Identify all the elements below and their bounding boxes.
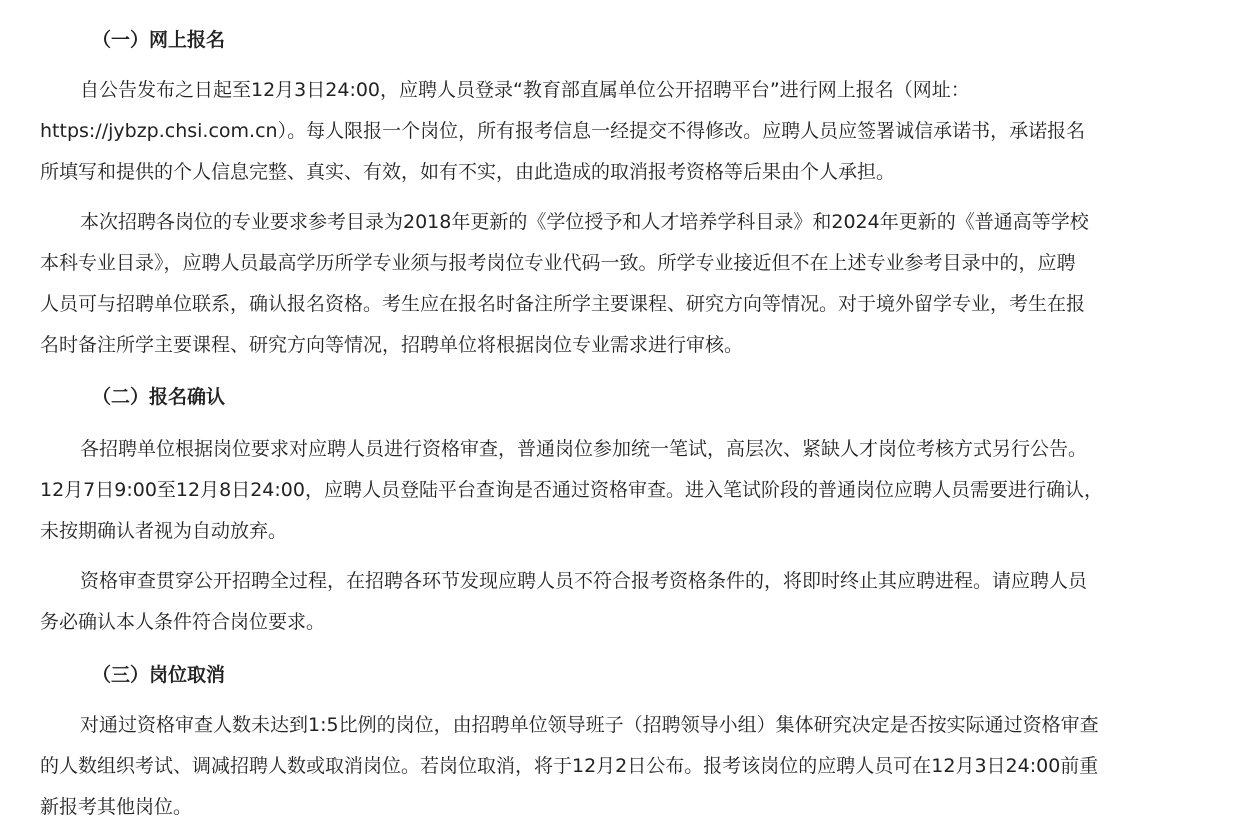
text-line: 各招聘单位根据岗位要求对应聘人员进行资格审查，普通岗位参加统一笔试，高层次、紧缺人才岗位考核方式另行公告。 bbox=[80, 438, 1088, 460]
text-line: 对通过资格审查人数未达到1:5比例的岗位，由招聘单位领导班子（招聘领导小组）集体研究决定是否按实际通过资格审查 bbox=[80, 714, 1099, 736]
text-line: 务必确认本人条件符合岗位要求。 bbox=[40, 611, 326, 633]
text-line: 未按期确认者视为自动放弃。 bbox=[40, 520, 288, 542]
section-heading-registration-confirmation: （二）报名确认 bbox=[92, 386, 226, 408]
text-line: 名时备注所学主要课程、研究方向等情况，招聘单位将根据岗位专业需求进行审核。 bbox=[40, 334, 744, 356]
section-heading-position-cancellation: （三）岗位取消 bbox=[92, 664, 226, 686]
text-line: 本科专业目录》，应聘人员最高学历所学专业须与报考岗位专业代码一致。所学专业接近但不在上述专业参考目录中的，应聘 bbox=[40, 252, 1076, 274]
text-line: 新报考其他岗位。 bbox=[40, 796, 193, 818]
paragraph-review-throughout bbox=[40, 561, 1190, 643]
text-line: 自公告发布之日起至12月3日24:00，应聘人员登录“教育部直属单位公开招聘平台”进行网上报名（网址： bbox=[80, 79, 970, 101]
text-line: 本次招聘各岗位的专业要求参考目录为2018年更新的《学位授予和人才培养学科目录》和2024年更新的《普通高等学校 bbox=[80, 211, 1089, 233]
section-heading-online-registration: （一）网上报名 bbox=[92, 29, 226, 51]
paragraph-qualification-review bbox=[40, 429, 1190, 552]
text-line: 12月7日9:00至12月8日24:00，应聘人员登陆平台查询是否通过资格审查。进入笔试阶段的普通岗位应聘人员需要进行确认， bbox=[40, 479, 1103, 501]
text-line: 的人数组织考试、调减招聘人数或取消岗位。若岗位取消，将于12月2日公布。报考该岗位的应聘人员可在12月3日24:00前重 bbox=[40, 755, 1099, 777]
text-line: https://jybzp.chsi.com.cn）。每人限报一个岗位，所有报考信息一经提交不得修改。应聘人员应签署诚信承诺书，承诺报名 bbox=[40, 120, 1086, 142]
text-line: 人员可与招聘单位联系，确认报名资格。考生应在报名时备注所学主要课程、研究方向等情况。对于境外留学专业，考生在报 bbox=[40, 293, 1086, 315]
text-line: 资格审查贯穿公开招聘全过程，在招聘各环节发现应聘人员不符合报考资格条件的，将即时终止其应聘进程。请应聘人员 bbox=[80, 570, 1088, 592]
paragraph-registration-period bbox=[40, 70, 1190, 193]
text-line: 所填写和提供的个人信息完整、真实、有效，如有不实，由此造成的取消报考资格等后果由个人承担。 bbox=[40, 161, 896, 183]
paragraph-major-requirements bbox=[40, 202, 1190, 366]
paragraph-position-cancellation bbox=[40, 705, 1190, 820]
